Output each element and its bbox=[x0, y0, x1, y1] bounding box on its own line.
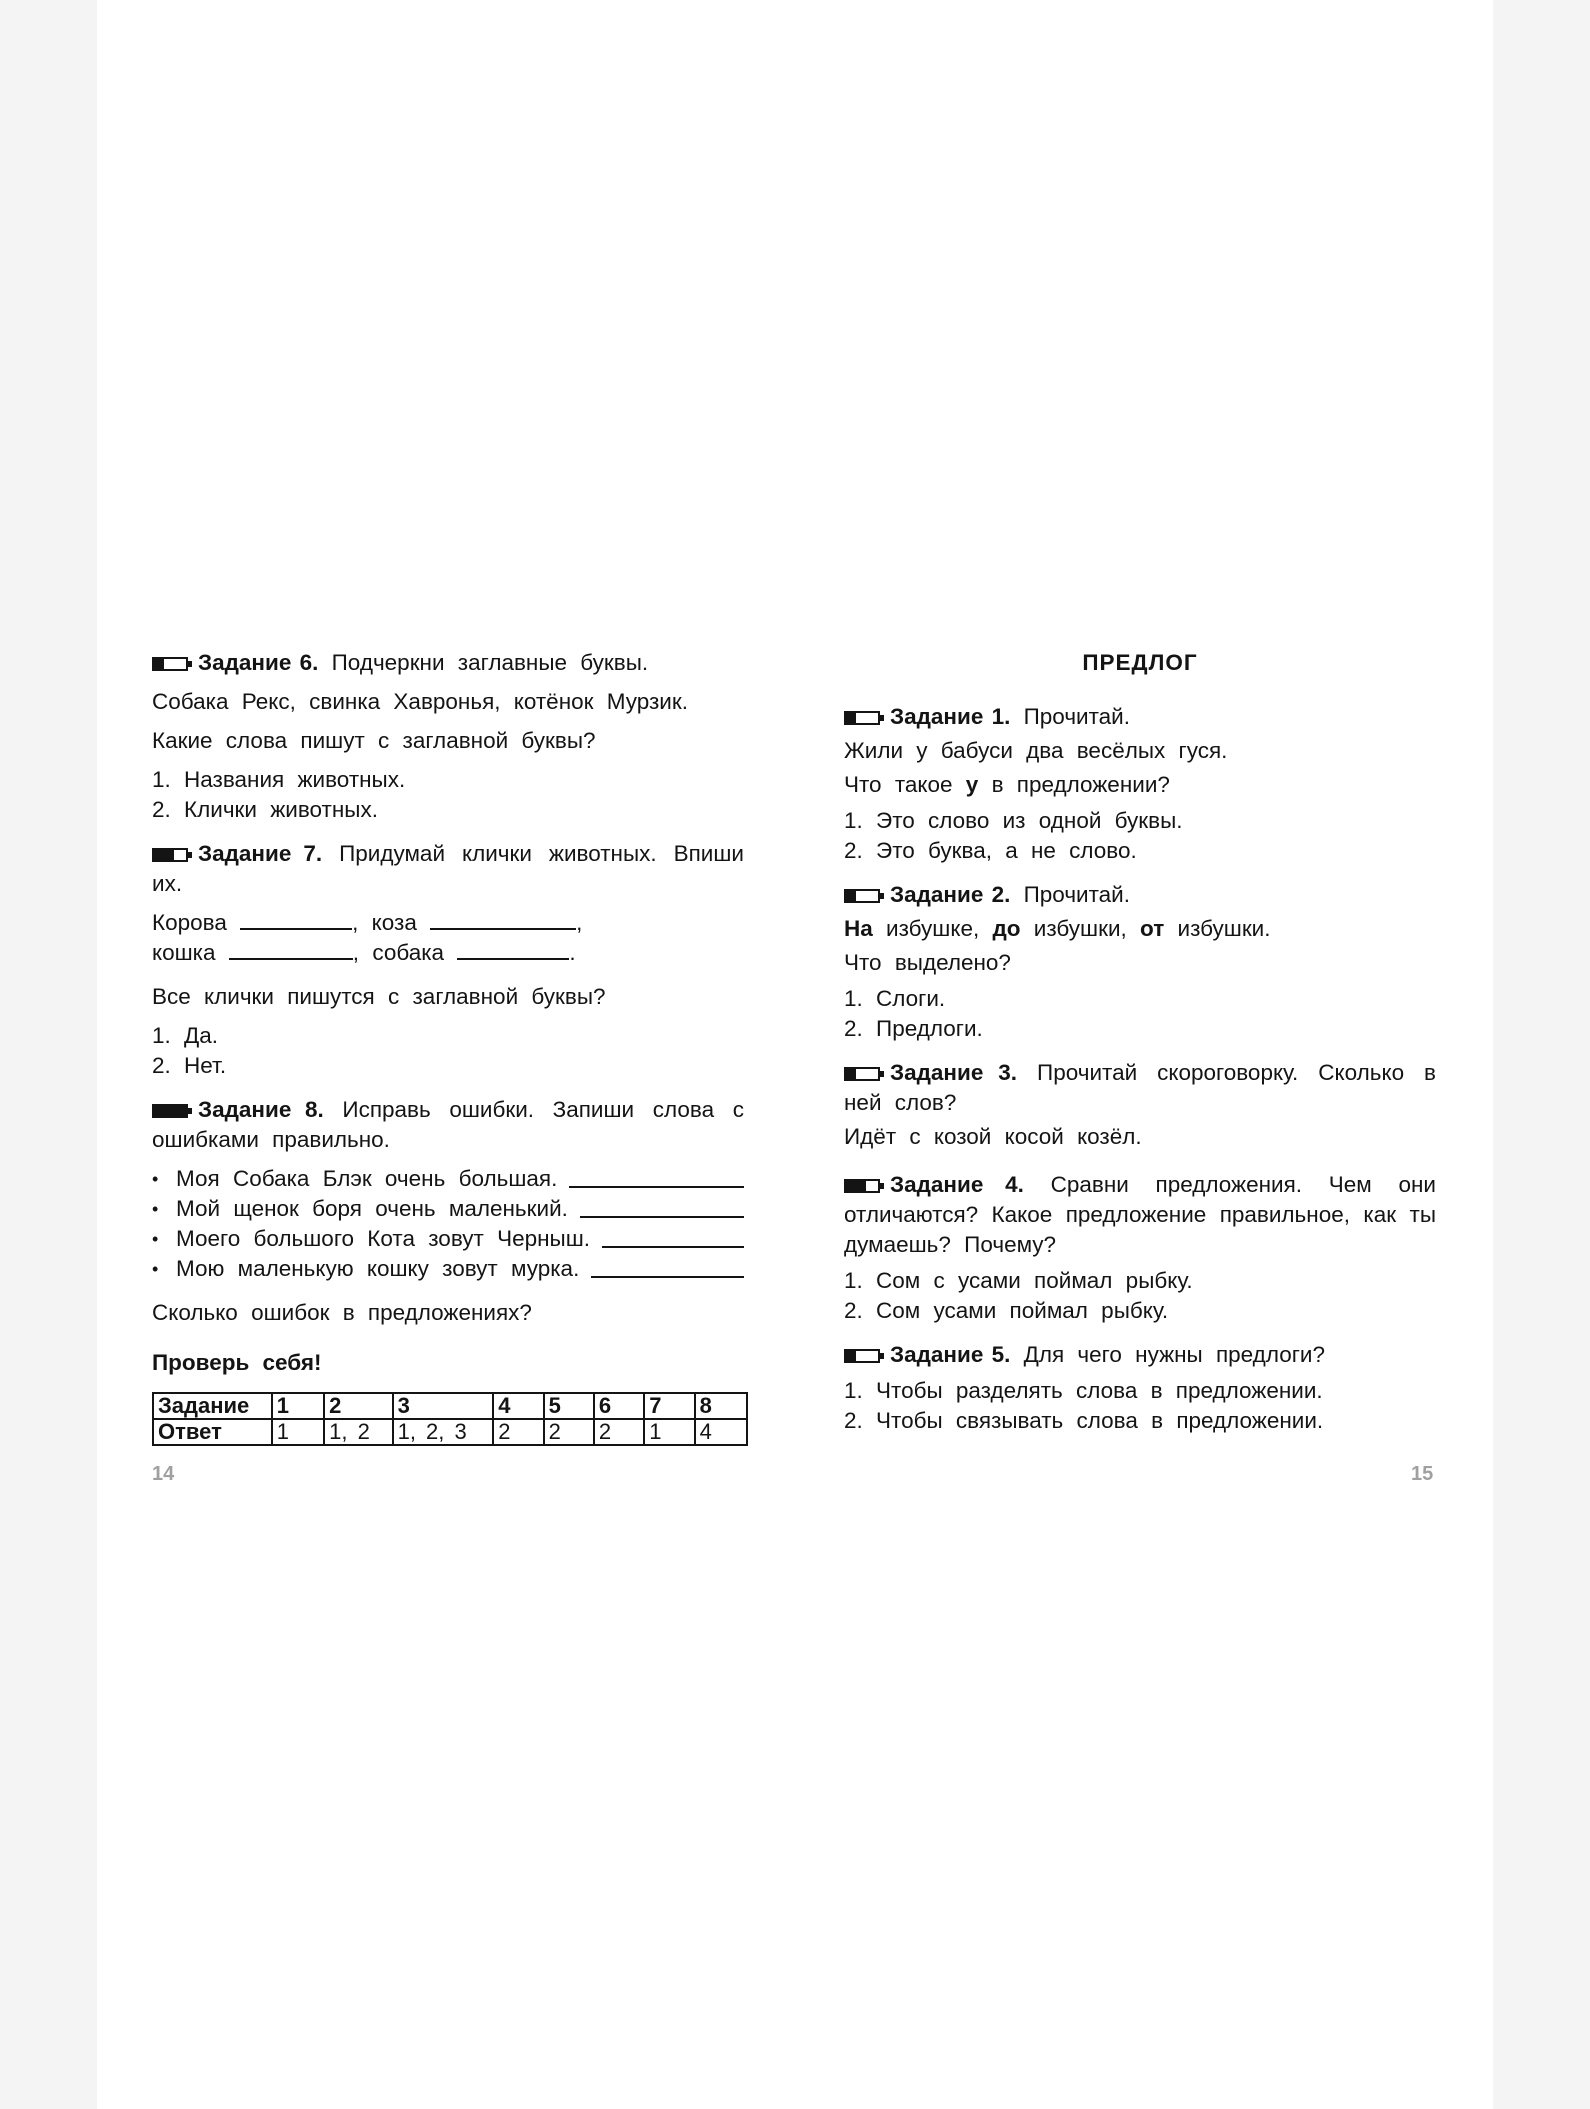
table-cell: 2 bbox=[544, 1419, 594, 1445]
question-text: Что такое bbox=[844, 772, 953, 797]
task-7-options bbox=[152, 1021, 744, 1081]
bullet-icon: • bbox=[152, 1169, 159, 1189]
option: 1. Чтобы разделять слова в предложении. bbox=[844, 1378, 1323, 1403]
animal-word: собака bbox=[372, 940, 445, 965]
task-2-options bbox=[844, 984, 1436, 1044]
highlighted-letter: у bbox=[965, 772, 979, 797]
section-title: ПРЕДЛОГ bbox=[1082, 650, 1198, 675]
punctuation: , bbox=[352, 910, 359, 935]
option: 1. Это слово из одной буквы. bbox=[844, 808, 1183, 833]
table-cell: 2 bbox=[324, 1393, 392, 1419]
answer-blank[interactable] bbox=[457, 938, 569, 960]
task-5-label: Задание 5. bbox=[890, 1342, 1011, 1367]
punctuation: , bbox=[352, 940, 360, 965]
answer-blank[interactable] bbox=[430, 908, 576, 930]
left-page bbox=[152, 648, 744, 1446]
task-5-options bbox=[844, 1376, 1436, 1436]
table-row bbox=[153, 1419, 747, 1445]
battery-icon-full bbox=[152, 1104, 192, 1118]
task-7-label: Задание 7. bbox=[198, 841, 323, 866]
option: 1. Названия животных. bbox=[152, 767, 406, 792]
sentence: Моего большого Кота зовут Черныш. bbox=[176, 1226, 591, 1251]
page-number-left: 14 bbox=[152, 1463, 175, 1485]
task-2-instruction: Прочитай. bbox=[1023, 882, 1131, 907]
animal-word: кошка bbox=[152, 940, 216, 965]
task-6-question: Какие слова пишут с заглавной буквы? bbox=[152, 728, 596, 753]
task-8-instruction: Исправь ошибки. Запиши слова с ошибками правильно. bbox=[152, 1097, 744, 1152]
table-cell: Задание bbox=[153, 1393, 272, 1419]
task-4-instruction: Сравни предложения. Чем они отличаются? Какое предложение правильное, как ты думаешь? Почему? bbox=[844, 1172, 1436, 1257]
option: 2. Предлоги. bbox=[844, 1016, 983, 1041]
option: 2. Сом усами поймал рыбку. bbox=[844, 1298, 1169, 1323]
fill-row bbox=[152, 938, 744, 968]
bullet-icon: • bbox=[152, 1259, 159, 1279]
table-cell: 1 bbox=[644, 1419, 694, 1445]
answer-blank[interactable] bbox=[229, 938, 353, 960]
task-7-fill-lines bbox=[152, 908, 744, 968]
task-8-label: Задание 8. bbox=[198, 1097, 324, 1122]
option: 1. Слоги. bbox=[844, 986, 946, 1011]
task-7-question: Все клички пишутся с заглавной буквы? bbox=[152, 984, 606, 1009]
task-8-heading bbox=[152, 1095, 744, 1155]
sentence-line bbox=[152, 1194, 744, 1224]
punctuation: . bbox=[569, 940, 576, 965]
task-4-options bbox=[844, 1266, 1436, 1326]
bullet-icon: • bbox=[152, 1229, 159, 1249]
battery-icon-quarter bbox=[152, 657, 192, 671]
task-1-instruction: Прочитай. bbox=[1023, 704, 1131, 729]
animal-word: Корова bbox=[152, 910, 227, 935]
task-2-heading bbox=[844, 880, 1436, 910]
task-2-question: Что выделено? bbox=[844, 950, 1011, 975]
task-3-instruction: Прочитай скороговорку. Сколько в ней слов? bbox=[844, 1060, 1436, 1115]
task-4-heading bbox=[844, 1170, 1436, 1260]
task-7-instruction: Придумай клички животных. Впиши их. bbox=[152, 841, 744, 896]
table-cell: 2 bbox=[493, 1419, 543, 1445]
sentence: Моя Собака Блэк очень большая. bbox=[176, 1166, 558, 1191]
table-cell: 5 bbox=[544, 1393, 594, 1419]
table-cell: 4 bbox=[695, 1419, 747, 1445]
task-6-text: Собака Рекс, свинка Хавронья, котёнок Мурзик. bbox=[152, 689, 688, 714]
task-4-label: Задание 4. bbox=[890, 1172, 1024, 1197]
table-row bbox=[153, 1393, 747, 1419]
page-number-right: 15 bbox=[1411, 1463, 1434, 1485]
word: избушки. bbox=[1177, 916, 1271, 941]
task-2-label: Задание 2. bbox=[890, 882, 1011, 907]
sentence-line bbox=[152, 1164, 744, 1194]
task-5-heading bbox=[844, 1340, 1436, 1370]
word: избушки, bbox=[1033, 916, 1127, 941]
task-3-label: Задание 3. bbox=[890, 1060, 1018, 1085]
task-6-options bbox=[152, 765, 744, 825]
battery-icon-half bbox=[152, 848, 192, 862]
option: 1. Да. bbox=[152, 1023, 219, 1048]
battery-icon-quarter bbox=[844, 1067, 884, 1081]
table-cell: 2 bbox=[594, 1419, 644, 1445]
answers-table bbox=[152, 1392, 748, 1446]
answer-blank[interactable] bbox=[240, 908, 352, 930]
answer-blank[interactable] bbox=[591, 1276, 744, 1278]
answer-blank[interactable] bbox=[580, 1216, 744, 1218]
preposition: до bbox=[992, 916, 1021, 941]
word: избушке, bbox=[886, 916, 980, 941]
task-8-sentences bbox=[152, 1164, 744, 1284]
option: 2. Нет. bbox=[152, 1053, 227, 1078]
question-text: в предложении? bbox=[991, 772, 1170, 797]
option: 2. Это буква, а не слово. bbox=[844, 838, 1137, 863]
task-1-text: Жили у бабуси два весёлых гуся. bbox=[844, 738, 1228, 763]
table-cell: 3 bbox=[393, 1393, 494, 1419]
task-7-heading bbox=[152, 839, 744, 899]
answer-blank[interactable] bbox=[602, 1246, 744, 1248]
sentence: Мой щенок боря очень маленький. bbox=[176, 1196, 568, 1221]
task-1-options bbox=[844, 806, 1436, 866]
battery-icon-quarter bbox=[844, 711, 884, 725]
task-6-heading bbox=[152, 648, 744, 678]
punctuation: , bbox=[576, 910, 583, 935]
table-cell: 7 bbox=[644, 1393, 694, 1419]
right-page bbox=[844, 648, 1436, 1450]
task-1-heading bbox=[844, 702, 1436, 732]
table-cell: Ответ bbox=[153, 1419, 272, 1445]
sentence-line bbox=[152, 1254, 744, 1284]
task-6-label: Задание 6. bbox=[198, 650, 319, 675]
task-6-instruction: Подчеркни заглавные буквы. bbox=[331, 650, 649, 675]
task-2-text bbox=[844, 914, 1436, 944]
check-title: Проверь себя! bbox=[152, 1350, 322, 1375]
task-1-label: Задание 1. bbox=[890, 704, 1011, 729]
task-8-question: Сколько ошибок в предложениях? bbox=[152, 1300, 532, 1325]
table-cell: 8 bbox=[695, 1393, 747, 1419]
table-cell: 6 bbox=[594, 1393, 644, 1419]
sentence-line bbox=[152, 1224, 744, 1254]
task-1-question bbox=[844, 770, 1436, 800]
option: 2. Клички животных. bbox=[152, 797, 378, 822]
task-3-heading bbox=[844, 1058, 1436, 1118]
table-cell: 4 bbox=[493, 1393, 543, 1419]
table-cell: 1 bbox=[272, 1393, 324, 1419]
preposition: от bbox=[1140, 916, 1165, 941]
animal-word: коза bbox=[371, 910, 417, 935]
table-cell: 1, 2 bbox=[324, 1419, 392, 1445]
table-cell: 1, 2, 3 bbox=[393, 1419, 494, 1445]
table-cell: 1 bbox=[272, 1419, 324, 1445]
option: 2. Чтобы связывать слова в предложении. bbox=[844, 1408, 1324, 1433]
task-5-instruction: Для чего нужны предлоги? bbox=[1023, 1342, 1325, 1367]
fill-row bbox=[152, 908, 744, 938]
bullet-icon: • bbox=[152, 1199, 159, 1219]
battery-icon-quarter bbox=[844, 889, 884, 903]
task-3-text: Идёт с козой косой козёл. bbox=[844, 1124, 1142, 1149]
battery-icon-half bbox=[844, 1179, 884, 1193]
answer-blank[interactable] bbox=[569, 1186, 744, 1188]
sentence: Мою маленькую кошку зовут мурка. bbox=[176, 1256, 580, 1281]
preposition: На bbox=[844, 916, 873, 941]
battery-icon-quarter bbox=[844, 1349, 884, 1363]
option: 1. Сом с усами поймал рыбку. bbox=[844, 1268, 1193, 1293]
